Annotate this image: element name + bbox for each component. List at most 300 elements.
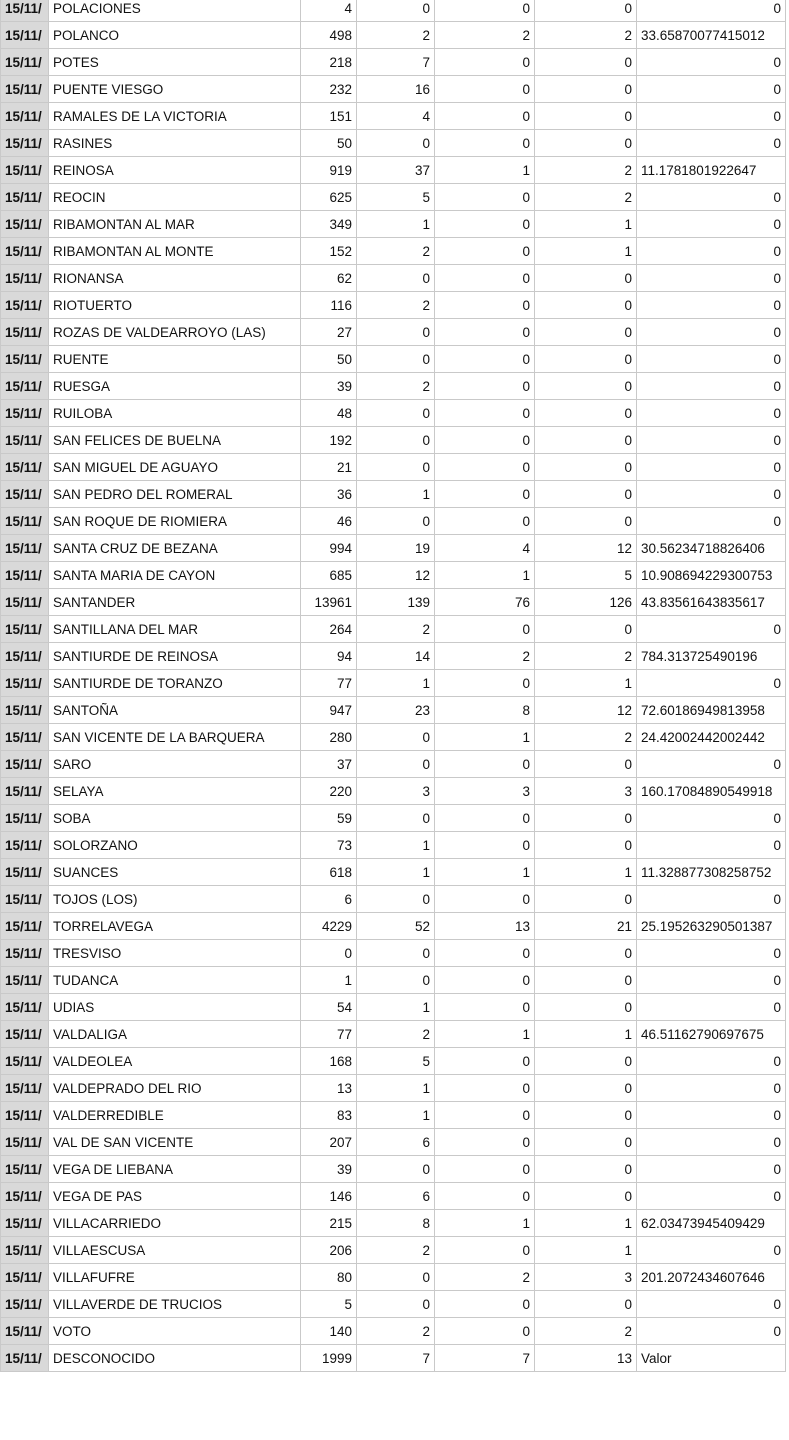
value-cell-2[interactable]: 1 xyxy=(357,994,435,1021)
value-cell-5[interactable]: 11.328877308258752 xyxy=(637,859,786,886)
municipality-cell[interactable]: TORRELAVEGA xyxy=(49,913,301,940)
value-cell-5[interactable]: 784.313725490196 xyxy=(637,643,786,670)
municipality-cell[interactable]: VILLAFUFRE xyxy=(49,1264,301,1291)
municipality-cell[interactable]: REINOSA xyxy=(49,157,301,184)
value-cell-3[interactable]: 0 xyxy=(435,994,535,1021)
municipality-cell[interactable]: VALDEPRADO DEL RIO xyxy=(49,1075,301,1102)
value-cell-4[interactable]: 0 xyxy=(535,508,637,535)
date-cell[interactable]: 15/11/ xyxy=(1,562,49,589)
value-cell-2[interactable]: 2 xyxy=(357,238,435,265)
value-cell-4[interactable]: 2 xyxy=(535,643,637,670)
value-cell-1[interactable]: 73 xyxy=(301,832,357,859)
value-cell-2[interactable]: 0 xyxy=(357,0,435,22)
value-cell-5[interactable]: 0 xyxy=(637,670,786,697)
value-cell-1[interactable]: 232 xyxy=(301,76,357,103)
municipality-cell[interactable]: RUESGA xyxy=(49,373,301,400)
value-cell-5[interactable]: 43.83561643835617 xyxy=(637,589,786,616)
date-cell[interactable]: 15/11/ xyxy=(1,427,49,454)
date-cell[interactable]: 15/11/ xyxy=(1,400,49,427)
municipality-cell[interactable]: TRESVISO xyxy=(49,940,301,967)
value-cell-1[interactable]: 4 xyxy=(301,0,357,22)
value-cell-3[interactable]: 0 xyxy=(435,616,535,643)
date-cell[interactable]: 15/11/ xyxy=(1,1156,49,1183)
value-cell-2[interactable]: 23 xyxy=(357,697,435,724)
date-cell[interactable]: 15/11/ xyxy=(1,49,49,76)
value-cell-5[interactable]: 0 xyxy=(637,238,786,265)
municipality-cell[interactable]: RIOTUERTO xyxy=(49,292,301,319)
value-cell-5[interactable]: 0 xyxy=(637,292,786,319)
value-cell-5[interactable]: 0 xyxy=(637,481,786,508)
value-cell-4[interactable]: 0 xyxy=(535,265,637,292)
municipality-cell[interactable]: RIBAMONTAN AL MONTE xyxy=(49,238,301,265)
value-cell-4[interactable]: 21 xyxy=(535,913,637,940)
value-cell-4[interactable]: 13 xyxy=(535,1345,637,1372)
municipality-cell[interactable]: RASINES xyxy=(49,130,301,157)
value-cell-1[interactable]: 919 xyxy=(301,157,357,184)
value-cell-3[interactable]: 0 xyxy=(435,346,535,373)
municipality-cell[interactable]: RIBAMONTAN AL MAR xyxy=(49,211,301,238)
date-cell[interactable]: 15/11/ xyxy=(1,535,49,562)
date-cell[interactable]: 15/11/ xyxy=(1,0,49,22)
date-cell[interactable]: 15/11/ xyxy=(1,670,49,697)
value-cell-1[interactable]: 146 xyxy=(301,1183,357,1210)
value-cell-2[interactable]: 7 xyxy=(357,49,435,76)
date-cell[interactable]: 15/11/ xyxy=(1,1102,49,1129)
municipality-cell[interactable]: SAN VICENTE DE LA BARQUERA xyxy=(49,724,301,751)
value-cell-2[interactable]: 0 xyxy=(357,967,435,994)
municipality-cell[interactable]: RAMALES DE LA VICTORIA xyxy=(49,103,301,130)
municipality-cell[interactable]: VAL DE SAN VICENTE xyxy=(49,1129,301,1156)
value-cell-5[interactable]: 0 xyxy=(637,0,786,22)
value-cell-1[interactable]: 77 xyxy=(301,1021,357,1048)
value-cell-5[interactable]: 24.42002442002442 xyxy=(637,724,786,751)
value-cell-2[interactable]: 0 xyxy=(357,454,435,481)
value-cell-3[interactable]: 0 xyxy=(435,1048,535,1075)
municipality-cell[interactable]: VILLAESCUSA xyxy=(49,1237,301,1264)
municipality-cell[interactable]: SAN MIGUEL DE AGUAYO xyxy=(49,454,301,481)
date-cell[interactable]: 15/11/ xyxy=(1,940,49,967)
value-cell-4[interactable]: 0 xyxy=(535,994,637,1021)
date-cell[interactable]: 15/11/ xyxy=(1,1264,49,1291)
value-cell-2[interactable]: 1 xyxy=(357,211,435,238)
municipality-cell[interactable]: RIONANSA xyxy=(49,265,301,292)
value-cell-5[interactable]: 0 xyxy=(637,1291,786,1318)
value-cell-2[interactable]: 0 xyxy=(357,508,435,535)
value-cell-4[interactable]: 2 xyxy=(535,22,637,49)
value-cell-1[interactable]: 36 xyxy=(301,481,357,508)
value-cell-2[interactable]: 3 xyxy=(357,778,435,805)
value-cell-3[interactable]: 0 xyxy=(435,832,535,859)
municipality-cell[interactable]: SARO xyxy=(49,751,301,778)
date-cell[interactable]: 15/11/ xyxy=(1,346,49,373)
value-cell-2[interactable]: 2 xyxy=(357,22,435,49)
value-cell-4[interactable]: 0 xyxy=(535,76,637,103)
value-cell-3[interactable]: 2 xyxy=(435,643,535,670)
value-cell-4[interactable]: 0 xyxy=(535,400,637,427)
value-cell-4[interactable]: 126 xyxy=(535,589,637,616)
municipality-cell[interactable]: POTES xyxy=(49,49,301,76)
value-cell-2[interactable]: 1 xyxy=(357,859,435,886)
value-cell-1[interactable]: 46 xyxy=(301,508,357,535)
value-cell-1[interactable]: 39 xyxy=(301,1156,357,1183)
value-cell-3[interactable]: 0 xyxy=(435,1129,535,1156)
value-cell-1[interactable]: 50 xyxy=(301,346,357,373)
value-cell-1[interactable]: 54 xyxy=(301,994,357,1021)
municipality-cell[interactable]: VOTO xyxy=(49,1318,301,1345)
value-cell-5[interactable]: 201.2072434607646 xyxy=(637,1264,786,1291)
value-cell-3[interactable]: 0 xyxy=(435,76,535,103)
value-cell-1[interactable]: 94 xyxy=(301,643,357,670)
value-cell-5[interactable]: 0 xyxy=(637,346,786,373)
municipality-cell[interactable]: ROZAS DE VALDEARROYO (LAS) xyxy=(49,319,301,346)
value-cell-3[interactable]: 0 xyxy=(435,508,535,535)
value-cell-1[interactable]: 13961 xyxy=(301,589,357,616)
value-cell-5[interactable]: 0 xyxy=(637,1237,786,1264)
date-cell[interactable]: 15/11/ xyxy=(1,1345,49,1372)
value-cell-2[interactable]: 4 xyxy=(357,103,435,130)
value-cell-4[interactable]: 0 xyxy=(535,967,637,994)
value-cell-1[interactable]: 5 xyxy=(301,1291,357,1318)
value-cell-4[interactable]: 1 xyxy=(535,1021,637,1048)
value-cell-1[interactable]: 152 xyxy=(301,238,357,265)
value-cell-3[interactable]: 1 xyxy=(435,562,535,589)
value-cell-4[interactable]: 2 xyxy=(535,1318,637,1345)
value-cell-2[interactable]: 0 xyxy=(357,724,435,751)
value-cell-4[interactable]: 1 xyxy=(535,211,637,238)
date-cell[interactable]: 15/11/ xyxy=(1,1048,49,1075)
value-cell-2[interactable]: 0 xyxy=(357,1291,435,1318)
municipality-cell[interactable]: RUENTE xyxy=(49,346,301,373)
value-cell-5[interactable]: 0 xyxy=(637,1129,786,1156)
municipality-cell[interactable]: SANTILLANA DEL MAR xyxy=(49,616,301,643)
value-cell-4[interactable]: 1 xyxy=(535,238,637,265)
value-cell-4[interactable]: 0 xyxy=(535,805,637,832)
value-cell-5[interactable]: 0 xyxy=(637,751,786,778)
value-cell-2[interactable]: 1 xyxy=(357,1102,435,1129)
value-cell-3[interactable]: 0 xyxy=(435,805,535,832)
value-cell-2[interactable]: 139 xyxy=(357,589,435,616)
value-cell-1[interactable]: 168 xyxy=(301,1048,357,1075)
value-cell-5[interactable]: 0 xyxy=(637,76,786,103)
value-cell-4[interactable]: 0 xyxy=(535,49,637,76)
value-cell-2[interactable]: 2 xyxy=(357,373,435,400)
municipality-cell[interactable]: TOJOS (LOS) xyxy=(49,886,301,913)
value-cell-5[interactable]: 0 xyxy=(637,130,786,157)
value-cell-5[interactable]: 0 xyxy=(637,805,786,832)
value-cell-1[interactable]: 218 xyxy=(301,49,357,76)
date-cell[interactable]: 15/11/ xyxy=(1,778,49,805)
value-cell-3[interactable]: 0 xyxy=(435,1237,535,1264)
date-cell[interactable]: 15/11/ xyxy=(1,184,49,211)
municipality-cell[interactable]: REOCIN xyxy=(49,184,301,211)
date-cell[interactable]: 15/11/ xyxy=(1,211,49,238)
value-cell-1[interactable]: 39 xyxy=(301,373,357,400)
value-cell-1[interactable]: 207 xyxy=(301,1129,357,1156)
date-cell[interactable]: 15/11/ xyxy=(1,1129,49,1156)
date-cell[interactable]: 15/11/ xyxy=(1,76,49,103)
value-cell-5[interactable]: 72.60186949813958 xyxy=(637,697,786,724)
value-cell-3[interactable]: 76 xyxy=(435,589,535,616)
municipality-cell[interactable]: PUENTE VIESGO xyxy=(49,76,301,103)
value-cell-2[interactable]: 14 xyxy=(357,643,435,670)
value-cell-4[interactable]: 1 xyxy=(535,1210,637,1237)
value-cell-1[interactable]: 62 xyxy=(301,265,357,292)
municipality-cell[interactable]: VILLACARRIEDO xyxy=(49,1210,301,1237)
value-cell-3[interactable]: 1 xyxy=(435,724,535,751)
value-cell-3[interactable]: 0 xyxy=(435,400,535,427)
value-cell-3[interactable]: 0 xyxy=(435,49,535,76)
value-cell-2[interactable]: 16 xyxy=(357,76,435,103)
value-cell-2[interactable]: 5 xyxy=(357,184,435,211)
value-cell-2[interactable]: 37 xyxy=(357,157,435,184)
value-cell-3[interactable]: 0 xyxy=(435,454,535,481)
value-cell-5[interactable]: 33.65870077415012 xyxy=(637,22,786,49)
value-cell-5[interactable]: 160.17084890549918 xyxy=(637,778,786,805)
value-cell-3[interactable]: 0 xyxy=(435,319,535,346)
value-cell-4[interactable]: 2 xyxy=(535,184,637,211)
value-cell-2[interactable]: 0 xyxy=(357,130,435,157)
date-cell[interactable]: 15/11/ xyxy=(1,805,49,832)
value-cell-3[interactable]: 0 xyxy=(435,886,535,913)
date-cell[interactable]: 15/11/ xyxy=(1,967,49,994)
value-cell-4[interactable]: 0 xyxy=(535,1156,637,1183)
value-cell-4[interactable]: 1 xyxy=(535,1237,637,1264)
value-cell-1[interactable]: 6 xyxy=(301,886,357,913)
value-cell-4[interactable]: 2 xyxy=(535,157,637,184)
municipality-cell[interactable]: SELAYA xyxy=(49,778,301,805)
date-cell[interactable]: 15/11/ xyxy=(1,265,49,292)
value-cell-4[interactable]: 0 xyxy=(535,454,637,481)
value-cell-2[interactable]: 0 xyxy=(357,886,435,913)
value-cell-1[interactable]: 0 xyxy=(301,940,357,967)
date-cell[interactable]: 15/11/ xyxy=(1,1183,49,1210)
municipality-cell[interactable]: SOBA xyxy=(49,805,301,832)
date-cell[interactable]: 15/11/ xyxy=(1,697,49,724)
value-cell-4[interactable]: 0 xyxy=(535,373,637,400)
value-cell-1[interactable]: 13 xyxy=(301,1075,357,1102)
value-cell-3[interactable]: 1 xyxy=(435,1210,535,1237)
value-cell-5[interactable]: 0 xyxy=(637,427,786,454)
municipality-cell[interactable]: UDIAS xyxy=(49,994,301,1021)
date-cell[interactable]: 15/11/ xyxy=(1,751,49,778)
value-cell-1[interactable]: 264 xyxy=(301,616,357,643)
value-cell-2[interactable]: 1 xyxy=(357,481,435,508)
value-cell-3[interactable]: 0 xyxy=(435,1183,535,1210)
value-cell-3[interactable]: 2 xyxy=(435,1264,535,1291)
value-cell-3[interactable]: 1 xyxy=(435,1021,535,1048)
municipality-cell[interactable]: VALDERREDIBLE xyxy=(49,1102,301,1129)
municipality-cell[interactable]: SAN FELICES DE BUELNA xyxy=(49,427,301,454)
value-cell-1[interactable]: 215 xyxy=(301,1210,357,1237)
value-cell-4[interactable]: 0 xyxy=(535,886,637,913)
municipality-cell[interactable]: VEGA DE LIEBANA xyxy=(49,1156,301,1183)
value-cell-5[interactable]: 0 xyxy=(637,184,786,211)
value-cell-3[interactable]: 0 xyxy=(435,1291,535,1318)
date-cell[interactable]: 15/11/ xyxy=(1,913,49,940)
value-cell-5[interactable]: 0 xyxy=(637,265,786,292)
value-cell-1[interactable]: 83 xyxy=(301,1102,357,1129)
date-cell[interactable]: 15/11/ xyxy=(1,994,49,1021)
value-cell-2[interactable]: 0 xyxy=(357,400,435,427)
value-cell-1[interactable]: 48 xyxy=(301,400,357,427)
value-cell-5[interactable]: 0 xyxy=(637,940,786,967)
value-cell-1[interactable]: 498 xyxy=(301,22,357,49)
value-cell-3[interactable]: 0 xyxy=(435,940,535,967)
value-cell-1[interactable]: 994 xyxy=(301,535,357,562)
municipality-cell[interactable]: SANTANDER xyxy=(49,589,301,616)
date-cell[interactable]: 15/11/ xyxy=(1,454,49,481)
value-cell-3[interactable]: 0 xyxy=(435,0,535,22)
value-cell-4[interactable]: 3 xyxy=(535,1264,637,1291)
value-cell-2[interactable]: 0 xyxy=(357,427,435,454)
date-cell[interactable]: 15/11/ xyxy=(1,643,49,670)
value-cell-2[interactable]: 6 xyxy=(357,1183,435,1210)
value-cell-2[interactable]: 52 xyxy=(357,913,435,940)
date-cell[interactable]: 15/11/ xyxy=(1,1291,49,1318)
date-cell[interactable]: 15/11/ xyxy=(1,859,49,886)
value-cell-4[interactable]: 0 xyxy=(535,1048,637,1075)
value-cell-3[interactable]: 3 xyxy=(435,778,535,805)
value-cell-3[interactable]: 0 xyxy=(435,292,535,319)
value-cell-2[interactable]: 0 xyxy=(357,319,435,346)
value-cell-1[interactable]: 280 xyxy=(301,724,357,751)
value-cell-1[interactable]: 192 xyxy=(301,427,357,454)
municipality-cell[interactable]: SANTA CRUZ DE BEZANA xyxy=(49,535,301,562)
value-cell-1[interactable]: 206 xyxy=(301,1237,357,1264)
value-cell-4[interactable]: 0 xyxy=(535,1075,637,1102)
municipality-cell[interactable]: POLANCO xyxy=(49,22,301,49)
value-cell-5[interactable]: 0 xyxy=(637,508,786,535)
value-cell-4[interactable]: 0 xyxy=(535,751,637,778)
value-cell-2[interactable]: 2 xyxy=(357,1318,435,1345)
municipality-cell[interactable]: SOLORZANO xyxy=(49,832,301,859)
date-cell[interactable]: 15/11/ xyxy=(1,1021,49,1048)
value-cell-1[interactable]: 21 xyxy=(301,454,357,481)
value-cell-5[interactable]: 0 xyxy=(637,1075,786,1102)
date-cell[interactable]: 15/11/ xyxy=(1,886,49,913)
value-cell-5[interactable]: 62.03473945409429 xyxy=(637,1210,786,1237)
value-cell-3[interactable]: 0 xyxy=(435,184,535,211)
municipality-cell[interactable]: VALDEOLEA xyxy=(49,1048,301,1075)
value-cell-2[interactable]: 0 xyxy=(357,1156,435,1183)
value-cell-4[interactable]: 0 xyxy=(535,346,637,373)
value-cell-3[interactable]: 0 xyxy=(435,967,535,994)
value-cell-1[interactable]: 618 xyxy=(301,859,357,886)
value-cell-5[interactable]: 0 xyxy=(637,886,786,913)
value-cell-2[interactable]: 2 xyxy=(357,1021,435,1048)
value-cell-3[interactable]: 0 xyxy=(435,238,535,265)
value-cell-2[interactable]: 19 xyxy=(357,535,435,562)
value-cell-5[interactable]: 0 xyxy=(637,400,786,427)
municipality-cell[interactable]: VEGA DE PAS xyxy=(49,1183,301,1210)
value-cell-1[interactable]: 151 xyxy=(301,103,357,130)
value-cell-1[interactable]: 685 xyxy=(301,562,357,589)
value-cell-1[interactable]: 140 xyxy=(301,1318,357,1345)
value-cell-5[interactable]: 10.908694229300753 xyxy=(637,562,786,589)
municipality-cell[interactable]: SUANCES xyxy=(49,859,301,886)
value-cell-3[interactable]: 0 xyxy=(435,1102,535,1129)
value-cell-2[interactable]: 8 xyxy=(357,1210,435,1237)
value-cell-2[interactable]: 2 xyxy=(357,616,435,643)
municipality-cell[interactable]: SANTA MARIA DE CAYON xyxy=(49,562,301,589)
value-cell-5[interactable]: 0 xyxy=(637,832,786,859)
value-cell-4[interactable]: 5 xyxy=(535,562,637,589)
value-cell-4[interactable]: 0 xyxy=(535,1183,637,1210)
date-cell[interactable]: 15/11/ xyxy=(1,157,49,184)
municipality-cell[interactable]: SAN ROQUE DE RIOMIERA xyxy=(49,508,301,535)
value-cell-2[interactable]: 0 xyxy=(357,265,435,292)
municipality-cell[interactable]: VILLAVERDE DE TRUCIOS xyxy=(49,1291,301,1318)
value-cell-2[interactable]: 6 xyxy=(357,1129,435,1156)
date-cell[interactable]: 15/11/ xyxy=(1,1075,49,1102)
value-cell-2[interactable]: 1 xyxy=(357,1075,435,1102)
value-cell-2[interactable]: 0 xyxy=(357,1264,435,1291)
value-cell-1[interactable]: 1 xyxy=(301,967,357,994)
value-cell-4[interactable]: 0 xyxy=(535,1102,637,1129)
value-cell-5[interactable]: 46.51162790697675 xyxy=(637,1021,786,1048)
municipality-cell[interactable]: RUILOBA xyxy=(49,400,301,427)
value-cell-5[interactable]: 0 xyxy=(637,994,786,1021)
value-cell-3[interactable]: 0 xyxy=(435,103,535,130)
value-cell-5[interactable]: 0 xyxy=(637,1048,786,1075)
value-cell-3[interactable]: 0 xyxy=(435,751,535,778)
value-cell-3[interactable]: 0 xyxy=(435,373,535,400)
value-cell-4[interactable]: 0 xyxy=(535,481,637,508)
date-cell[interactable]: 15/11/ xyxy=(1,724,49,751)
value-cell-1[interactable]: 37 xyxy=(301,751,357,778)
value-cell-1[interactable]: 80 xyxy=(301,1264,357,1291)
value-cell-2[interactable]: 1 xyxy=(357,832,435,859)
value-cell-4[interactable]: 12 xyxy=(535,535,637,562)
value-cell-3[interactable]: 0 xyxy=(435,265,535,292)
value-cell-2[interactable]: 12 xyxy=(357,562,435,589)
value-cell-3[interactable]: 0 xyxy=(435,1156,535,1183)
date-cell[interactable]: 15/11/ xyxy=(1,130,49,157)
value-cell-5[interactable]: 0 xyxy=(637,211,786,238)
value-cell-1[interactable]: 116 xyxy=(301,292,357,319)
value-cell-1[interactable]: 220 xyxy=(301,778,357,805)
value-cell-2[interactable]: 2 xyxy=(357,1237,435,1264)
value-cell-3[interactable]: 0 xyxy=(435,427,535,454)
date-cell[interactable]: 15/11/ xyxy=(1,1237,49,1264)
value-cell-4[interactable]: 3 xyxy=(535,778,637,805)
value-cell-1[interactable]: 27 xyxy=(301,319,357,346)
date-cell[interactable]: 15/11/ xyxy=(1,1210,49,1237)
value-cell-2[interactable]: 0 xyxy=(357,805,435,832)
value-cell-1[interactable]: 625 xyxy=(301,184,357,211)
value-cell-4[interactable]: 0 xyxy=(535,1129,637,1156)
date-cell[interactable]: 15/11/ xyxy=(1,481,49,508)
value-cell-4[interactable]: 0 xyxy=(535,292,637,319)
value-cell-5[interactable]: 0 xyxy=(637,319,786,346)
value-cell-4[interactable]: 0 xyxy=(535,832,637,859)
date-cell[interactable]: 15/11/ xyxy=(1,319,49,346)
value-cell-3[interactable]: 1 xyxy=(435,157,535,184)
date-cell[interactable]: 15/11/ xyxy=(1,589,49,616)
value-cell-4[interactable]: 1 xyxy=(535,859,637,886)
date-cell[interactable]: 15/11/ xyxy=(1,238,49,265)
value-cell-4[interactable]: 0 xyxy=(535,103,637,130)
value-cell-3[interactable]: 0 xyxy=(435,1075,535,1102)
value-cell-4[interactable]: 0 xyxy=(535,940,637,967)
municipality-cell[interactable]: SAN PEDRO DEL ROMERAL xyxy=(49,481,301,508)
value-cell-3[interactable]: 1 xyxy=(435,859,535,886)
date-cell[interactable]: 15/11/ xyxy=(1,373,49,400)
municipality-cell[interactable]: POLACIONES xyxy=(49,0,301,22)
value-cell-3[interactable]: 0 xyxy=(435,1318,535,1345)
value-cell-4[interactable]: 12 xyxy=(535,697,637,724)
value-cell-1[interactable]: 349 xyxy=(301,211,357,238)
